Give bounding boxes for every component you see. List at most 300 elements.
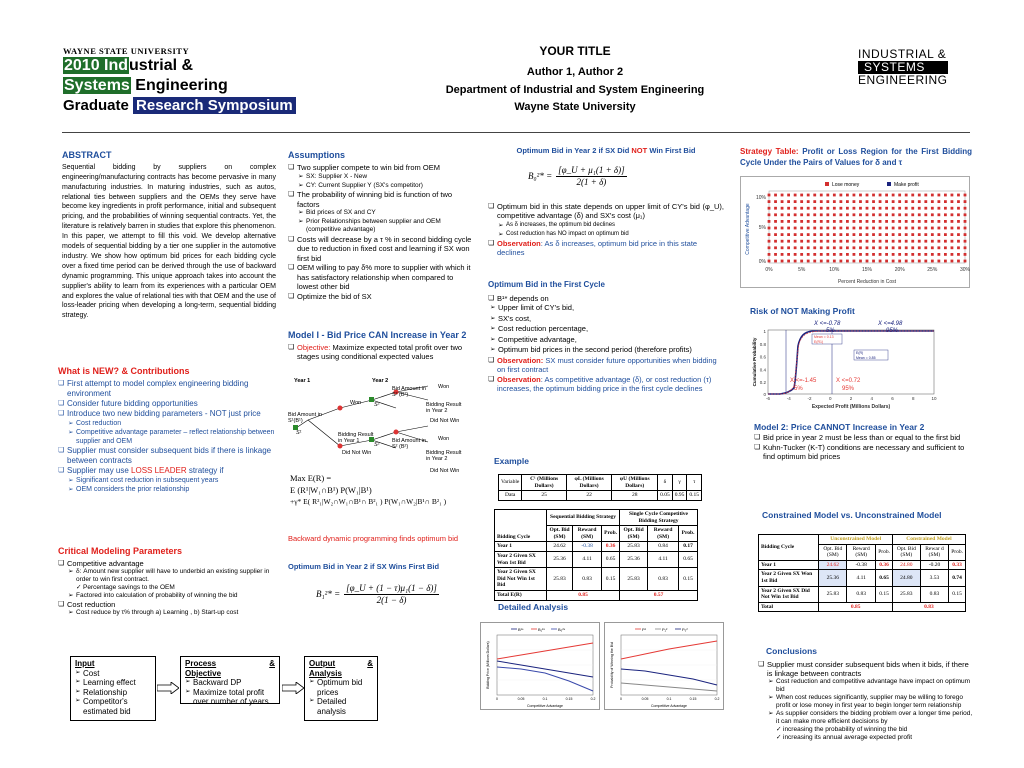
strategy-dot	[957, 220, 960, 223]
strategy-dot	[918, 227, 921, 230]
strategy-dot	[794, 260, 797, 263]
university: Wayne State University	[514, 100, 636, 113]
strategy-dot	[813, 260, 816, 263]
strategy-dot	[924, 253, 927, 256]
strategy-dot	[918, 233, 921, 236]
strategy-dot	[781, 227, 784, 230]
x-tick: -6	[765, 396, 771, 401]
strategy-dot	[859, 207, 862, 210]
strategy-dot	[846, 213, 849, 216]
strategy-dot	[859, 227, 862, 230]
strategy-dot	[859, 200, 862, 203]
model1-equation: Max E(R) = E (R¹|W₁∩B¹) P(W₁|B¹) +γ* E( R²₁|W₂∩W₁∩B¹∩ B²₁ ) P(W₁∩W₂|B¹∩ B²₁ )	[290, 473, 447, 506]
strategy-dot	[937, 253, 940, 256]
detailed-chart-1	[480, 622, 600, 710]
strategy-dot	[866, 227, 869, 230]
strategy-dot	[859, 194, 862, 197]
strategy-dot	[787, 260, 790, 263]
table-row: Total 0.85 0.83	[759, 602, 966, 612]
strategy-dot	[911, 260, 914, 263]
list-item: ❏ Bid price in year 2 must be less than or equal to the first bid	[754, 433, 974, 443]
mean-label: E(R1)	[814, 340, 824, 344]
strategy-dot	[872, 213, 875, 216]
strategy-dot	[951, 200, 954, 203]
strategy-dot	[879, 260, 882, 263]
strategy-dot	[794, 246, 797, 249]
arrow-right-icon	[157, 682, 179, 694]
strategy-dot	[905, 200, 908, 203]
strategy-dot	[839, 233, 842, 236]
legend-lose: Lose money	[832, 182, 860, 188]
strategy-dot	[879, 240, 882, 243]
strategy-dot	[820, 253, 823, 256]
strategy-dot	[957, 194, 960, 197]
model1-caption: Backward dynamic programming finds optimum bid	[288, 534, 459, 543]
strategy-dot	[931, 260, 934, 263]
list-item: ❏ Supplier may use LOSS LEADER strategy if	[58, 466, 278, 476]
legend-b1: B¹*	[518, 627, 524, 632]
model2-section	[754, 422, 974, 462]
strategy-dot	[937, 240, 940, 243]
strategy-dot	[800, 200, 803, 203]
legend-b12: B₁²*	[538, 627, 545, 632]
strategy-dot	[951, 213, 954, 216]
strategy-dot	[924, 233, 927, 236]
strategy-dot	[924, 260, 927, 263]
mean-label: E(R)	[856, 351, 864, 355]
list-item: ❏ B¹* depends on	[488, 294, 724, 304]
department: Department of Industrial and System Engineering	[445, 83, 705, 96]
strategy-dot	[898, 200, 901, 203]
strategy-dot	[924, 200, 927, 203]
strategy-dot	[879, 207, 882, 210]
list-item: ❏ Competitive advantage	[58, 559, 278, 568]
strategy-dot	[937, 194, 940, 197]
strategy-dot	[918, 194, 921, 197]
strategy-dot	[820, 213, 823, 216]
strategy-dot	[859, 240, 862, 243]
strategy-dot	[866, 233, 869, 236]
strategy-dot	[813, 207, 816, 210]
list-item: ❏ First attempt to model complex engineering bidding environment	[58, 379, 278, 399]
y-tick: 0.2	[759, 380, 766, 386]
strategy-dot	[937, 220, 940, 223]
strategy-dot	[924, 220, 927, 223]
strategy-dot	[951, 220, 954, 223]
strategy-dot	[911, 200, 914, 203]
strategy-dot	[807, 260, 810, 263]
strategy-dot	[957, 240, 960, 243]
list-item: ➢ Factored into calculation of probability of winning the bid	[68, 592, 278, 600]
strategy-dot	[787, 253, 790, 256]
list-item: ❏ Optimum bid in this state depends on upper limit of CY's bid (φ_U), competitive advantage (δ) and SX's cost (μ₁)	[488, 202, 724, 221]
strategy-dot	[813, 240, 816, 243]
list-item: ❏ Optimize the bid of SX	[288, 292, 473, 302]
strategy-dot	[964, 220, 967, 223]
strategy-dot	[853, 207, 856, 210]
strategy-dot	[774, 240, 777, 243]
conclusions-section	[758, 646, 976, 742]
strategy-dot	[859, 260, 862, 263]
strategy-dot	[794, 194, 797, 197]
critical-title: Critical Modeling Parameters	[58, 546, 183, 556]
legend-p12: P₁²	[662, 627, 668, 632]
constrained-title: Constrained Model vs. Unconstrained Model	[762, 510, 942, 520]
table-row: Year 1 24.62 -0.38 0.36 25.83 0.84 0.17	[495, 542, 698, 552]
strategy-dot	[924, 227, 927, 230]
strategy-dot	[964, 194, 967, 197]
list-item: ➢ Competitive advantage parameter – reflect relationship between supplier and OEM	[68, 428, 278, 446]
strategy-dot	[866, 194, 869, 197]
strategy-dot	[833, 240, 836, 243]
list-item: ✓ increasing the probability of winning the bid	[776, 726, 976, 734]
percentile-label: X <=-1.45	[790, 378, 817, 384]
strategy-dot	[768, 213, 771, 216]
list-item: ❏ Consider future bidding opportunities	[58, 399, 278, 409]
strategy-dot	[794, 207, 797, 210]
strategy-dot	[768, 260, 771, 263]
strategy-dot	[905, 220, 908, 223]
x-tick: 0.2	[714, 697, 720, 701]
strategy-dot	[807, 227, 810, 230]
list-item: ➢ Cost reduction has NO impact on optimum bid	[498, 230, 724, 239]
strategy-dot	[964, 260, 967, 263]
strategy-dot	[853, 194, 856, 197]
strategy-dot	[937, 200, 940, 203]
list-item: ❏ Cost reduction	[58, 600, 278, 609]
strategy-dot	[937, 227, 940, 230]
strategy-dot	[859, 253, 862, 256]
strategy-chart	[740, 176, 970, 288]
example-results-table: Bidding Cycle Sequential Bidding Strategy Single Cycle Competitive Bidding Strategy Opt. Bid (SM) Reward (SM) Prob. Opt. Bid (SM) Reward (SM) Prob. Year 1 24.62 -0.38 0.36 25.83 0.84 0.17 Year 2 Given SX Won 1st Bid 25.36 4.11 0.65 25.36 4.11 0.65 Year 2 Given SX Did Not Win 1st Bid 25.83 0.83 0.15 25.83 0.83 0.15 Total E(R) 0.85 0.57	[494, 509, 698, 601]
strategy-dot	[898, 246, 901, 249]
list-item: ➢ CY: Current Supplier Y (SX's competitor)	[298, 181, 473, 190]
legend-swatch-profit	[887, 182, 891, 186]
strategy-dot	[872, 220, 875, 223]
list-item: ➢ SX's cost,	[490, 314, 724, 325]
strategy-dot	[898, 260, 901, 263]
x-tick: 0.05	[517, 697, 525, 701]
legend-b02: B₀²*	[558, 627, 566, 632]
strategy-dot	[879, 246, 882, 249]
strategy-dot	[820, 260, 823, 263]
strategy-dot	[957, 207, 960, 210]
banner-line-1: 2010 Industrial &	[64, 57, 194, 75]
list-item: ➢ Significant cost reduction in subsequent years	[68, 476, 278, 485]
strategy-dot	[924, 213, 927, 216]
list-item: ❏ Kuhn-Tucker (K-T) conditions are necessary and sufficient to find optimum bid prices	[754, 443, 974, 462]
strategy-dot	[813, 246, 816, 249]
strategy-dot	[781, 207, 784, 210]
x-tick: 0	[620, 697, 622, 701]
strategy-dot	[866, 240, 869, 243]
strategy-dot	[839, 227, 842, 230]
strategy-dot	[885, 260, 888, 263]
strategy-dot	[846, 207, 849, 210]
y-tick: 1	[763, 329, 766, 334]
strategy-dot	[833, 227, 836, 230]
strategy-title: Strategy Table: Profit or Loss Region for the First Bidding Cycle Under the Pairs of Values for δ and τ	[740, 147, 973, 167]
strategy-dot	[918, 220, 921, 223]
x-tick: -2	[807, 396, 812, 401]
strategy-dot	[918, 200, 921, 203]
strategy-dot	[826, 200, 829, 203]
strategy-dot	[957, 227, 960, 230]
list-item: ➢ OEM considers the prior relationship	[68, 485, 278, 494]
plot-area	[768, 330, 934, 394]
strategy-dot	[944, 207, 947, 210]
strategy-dot	[918, 260, 921, 263]
banner-line-2: Systems Engineering	[64, 77, 228, 95]
strategy-dot	[957, 213, 960, 216]
first-cycle-section	[488, 280, 724, 394]
strategy-dot	[800, 194, 803, 197]
strategy-dot	[781, 213, 784, 216]
y-axis-label: Probability of Winning the Bid	[610, 642, 614, 688]
mean-label: Mean = 0.13	[814, 335, 834, 339]
strategy-dot	[846, 260, 849, 263]
ise-logo: INDUSTRIAL & SYSTEMS ENGINEERING	[858, 47, 948, 87]
strategy-dot	[800, 246, 803, 249]
strategy-dot	[872, 260, 875, 263]
strategy-dot	[918, 213, 921, 216]
strategy-dot	[885, 207, 888, 210]
strategy-dot	[859, 213, 862, 216]
strategy-dot	[944, 220, 947, 223]
strategy-dot	[826, 213, 829, 216]
decision-tree: Year 1 Year 2 Bid Amount in S² (B²) Won Won Bidding Result in Year 2 Did Not Win Bid Amount in S¹(B¹) Bidding Result in Year 1 Did Not Win Bid Amount in S² (B²) Won Bidding Result in Year 2 Did Not Win S¹ S² S²	[288, 378, 478, 464]
list-item: ❏ Observation: As δ increases, optimum bid price in this state declines	[488, 239, 724, 258]
strategy-dot	[813, 200, 816, 203]
strategy-dot	[820, 207, 823, 210]
strategy-dot	[931, 227, 934, 230]
x-tick: 5%	[798, 267, 806, 273]
strategy-dot	[787, 200, 790, 203]
strategy-dot	[944, 240, 947, 243]
strategy-dot	[911, 240, 914, 243]
strategy-dot	[924, 194, 927, 197]
strategy-dot	[879, 220, 882, 223]
strategy-dot	[807, 240, 810, 243]
strategy-dot	[951, 233, 954, 236]
strategy-dot	[826, 220, 829, 223]
strategy-dot	[944, 253, 947, 256]
strategy-dot	[853, 260, 856, 263]
strategy-dot	[826, 207, 829, 210]
list-item: ➢ Competitive advantage,	[490, 335, 724, 346]
strategy-dot	[800, 240, 803, 243]
strategy-dot	[885, 246, 888, 249]
strategy-dot	[905, 253, 908, 256]
strategy-dot	[813, 253, 816, 256]
strategy-dot	[885, 233, 888, 236]
strategy-dot	[768, 240, 771, 243]
x-tick: 0%	[765, 267, 773, 273]
strategy-dot	[813, 220, 816, 223]
strategy-dot	[951, 253, 954, 256]
strategy-dot	[964, 246, 967, 249]
percentile-label: 5%	[794, 386, 803, 392]
table-row: Total E(R) 0.85 0.57	[495, 590, 698, 600]
strategy-dot	[872, 200, 875, 203]
list-item: ❏ Introduce two new bidding parameters - NOT just price	[58, 409, 278, 419]
strategy-dot	[807, 213, 810, 216]
strategy-dot	[931, 233, 934, 236]
list-item: ❏ Costs will decrease by a τ % in second bidding cycle due to reduction in fixed cost and learning if SX won first bid	[288, 235, 473, 264]
x-tick: 6	[891, 396, 894, 401]
list-item: ✓ Percentage savings to the OEM	[76, 584, 278, 592]
model2-title: Model 2: Price CANNOT Increase in Year 2	[754, 422, 925, 432]
strategy-dot	[859, 246, 862, 249]
strategy-dot	[885, 194, 888, 197]
strategy-dot	[774, 220, 777, 223]
strategy-dot	[826, 233, 829, 236]
x-tick: 0	[496, 697, 498, 701]
strategy-dot	[781, 253, 784, 256]
x-tick: 2	[849, 396, 853, 401]
strategy-dot	[807, 253, 810, 256]
strategy-dot	[787, 240, 790, 243]
strategy-dot	[839, 194, 842, 197]
strategy-dot	[905, 227, 908, 230]
strategy-dot	[931, 240, 934, 243]
list-item: ❏ Supplier must consider subsequent bids if there is linkage between contracts	[58, 446, 278, 466]
strategy-dot	[898, 233, 901, 236]
strategy-dot	[853, 213, 856, 216]
table-row: Year 1 24.62 -0.38 0.36 24.80 -0.20 0.33	[759, 560, 966, 570]
strategy-dot	[964, 240, 967, 243]
example-section	[494, 456, 724, 601]
strategy-dot	[794, 200, 797, 203]
strategy-dot	[964, 227, 967, 230]
strategy-dot	[774, 260, 777, 263]
x-axis-label: Competitive Advantage	[651, 704, 687, 708]
strategy-dot	[905, 194, 908, 197]
strategy-dot	[944, 246, 947, 249]
x-tick: 0.1	[542, 697, 548, 701]
strategy-dot	[866, 213, 869, 216]
strategy-dot	[879, 253, 882, 256]
strategy-dot	[820, 200, 823, 203]
conclusions-title: Conclusions	[766, 646, 818, 656]
strategy-dot	[820, 246, 823, 249]
strategy-dot	[898, 220, 901, 223]
list-item: ❏ Observation: As competitive advantage (δ), or cost reduction (τ) increases, the optimum bidding price in the first cycle declines	[488, 375, 724, 394]
x-tick: 25%	[927, 267, 938, 273]
x-tick: 0.2	[590, 697, 596, 701]
strategy-dot	[826, 260, 829, 263]
strategy-dot	[892, 213, 895, 216]
strategy-dot	[872, 253, 875, 256]
percentile-label: 95%	[886, 328, 899, 334]
strategy-dot	[872, 233, 875, 236]
year2-not-equation: B₀²* = $\frac{\text{[φ\_U + μ₁(1 + δ)]}}{2(1 + \delta)}$	[528, 165, 625, 187]
strategy-dot	[924, 246, 927, 249]
strategy-dot	[787, 194, 790, 197]
strategy-dot	[957, 200, 960, 203]
strategy-dot	[807, 220, 810, 223]
strategy-dot	[807, 246, 810, 249]
strategy-dot	[853, 233, 856, 236]
strategy-dot	[951, 260, 954, 263]
table-row: Year 2 Given SX Did Not Win 1st Bid 25.83 0.83 0.15 25.83 0.83 0.15	[495, 568, 698, 591]
strategy-dot	[768, 207, 771, 210]
banner-line-3: Graduate Research Symposium	[63, 96, 323, 116]
strategy-dot	[892, 194, 895, 197]
strategy-dot	[898, 227, 901, 230]
list-item: ➢ δ: Amount new supplier will have to underbid an existing supplier in order to win first contract.	[68, 568, 278, 584]
list-item: ❏ Supplier must consider subsequent bids when it bids, if there is linkage between contracts	[758, 660, 976, 678]
strategy-dot	[937, 233, 940, 236]
y-tick: 5%	[758, 225, 766, 231]
strategy-dot	[885, 213, 888, 216]
strategy-dot	[839, 213, 842, 216]
strategy-dot	[787, 233, 790, 236]
strategy-dot	[794, 253, 797, 256]
strategy-dot	[879, 200, 882, 203]
risk-chart	[750, 318, 940, 412]
strategy-dot	[800, 207, 803, 210]
x-axis-label: Competitive Advantage	[527, 704, 563, 708]
strategy-dot	[781, 246, 784, 249]
strategy-dot	[944, 213, 947, 216]
risk-title: Risk of NOT Making Profit	[750, 306, 855, 316]
percentile-label: X <=-0.78	[814, 321, 841, 327]
strategy-dot	[951, 246, 954, 249]
list-item: ➢ Upper limit of CY's bid,	[490, 303, 724, 314]
legend-p02: P₀²	[682, 627, 688, 632]
list-item: ➢ As supplier considers the bidding problem over a longer time period, it can make more efficient decisions by	[768, 710, 976, 726]
strategy-dot	[853, 227, 856, 230]
year2-win-section	[288, 562, 478, 606]
strategy-dot	[944, 200, 947, 203]
y-tick: 0%	[758, 259, 766, 265]
strategy-dot	[911, 253, 914, 256]
percentile-label: 95%	[842, 386, 855, 392]
legend-profit: Make profit	[894, 182, 919, 188]
list-item: ❏ Objective: Maximize expected total profit over two stages using conditional expected values	[288, 343, 473, 362]
table-row: Year 2 Given SX Won 1st Bid 25.36 4.11 0.65 25.36 4.11 0.65	[495, 551, 698, 567]
strategy-dot	[846, 233, 849, 236]
strategy-dot	[781, 220, 784, 223]
wsu-logo	[63, 46, 323, 116]
strategy-dot	[820, 220, 823, 223]
strategy-dot	[774, 194, 777, 197]
strategy-dot	[944, 233, 947, 236]
strategy-dot	[839, 200, 842, 203]
strategy-dot	[846, 227, 849, 230]
strategy-dot	[898, 253, 901, 256]
strategy-dot	[774, 233, 777, 236]
arrow-2	[282, 682, 304, 694]
strategy-dot	[892, 233, 895, 236]
strategy-dot	[944, 227, 947, 230]
x-tick: 0.1	[666, 697, 672, 701]
strategy-dot	[872, 194, 875, 197]
strategy-dot	[866, 207, 869, 210]
strategy-dot	[839, 240, 842, 243]
x-tick: 4	[870, 396, 874, 401]
strategy-dot	[885, 240, 888, 243]
abstract-title: ABSTRACT	[62, 150, 112, 160]
percentile-label: X <=0.72	[836, 378, 861, 384]
strategy-dot	[768, 253, 771, 256]
strategy-dot	[892, 260, 895, 263]
strategy-dot	[931, 220, 934, 223]
strategy-dot	[879, 194, 882, 197]
strategy-dot	[964, 200, 967, 203]
strategy-dot	[833, 253, 836, 256]
